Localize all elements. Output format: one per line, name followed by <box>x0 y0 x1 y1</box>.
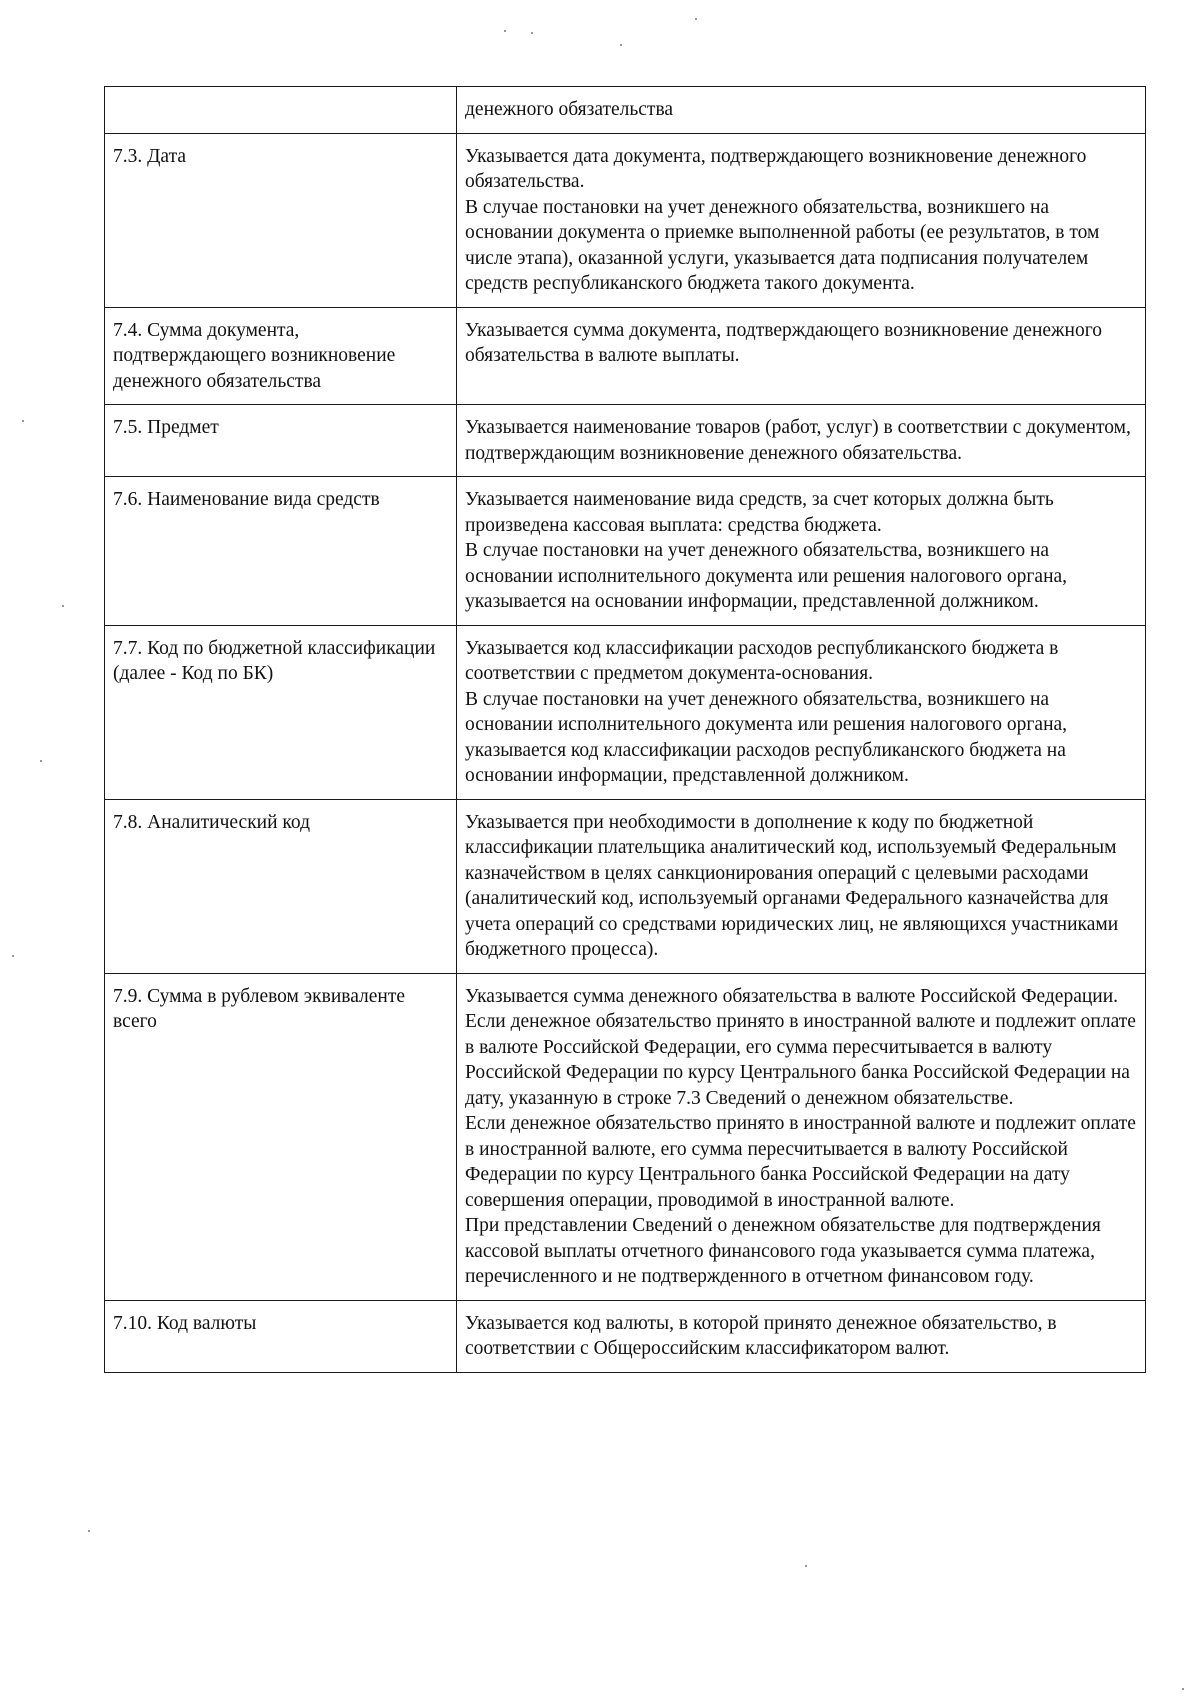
table-row <box>105 973 1146 1300</box>
row-label: 7.8. Аналитический код <box>105 799 457 973</box>
scan-speck <box>40 760 42 762</box>
description-paragraph: Указывается код валюты, в которой принято денежное обязательство, в соответствии с Общероссийским классификатором валют. <box>465 1312 1057 1359</box>
description-paragraph: Указывается при необходимости в дополнение к коду по бюджетной классификации плательщика аналитический код, используемый Федеральным казначейством в целях санкционирования операций с целевыми расходами (аналитический код, используемый органами Федерального казначейства для учета операций со средствами юридических лиц, не являющихся участниками бюджетного процесса). <box>465 811 1119 960</box>
row-label: 7.5. Предмет <box>105 405 457 477</box>
table-row <box>105 477 1146 626</box>
description-paragraph: При представлении Сведений о денежном обязательстве для подтверждения кассовой выплаты отчетного финансового года указывается сумма платежа, перечисленного и не подтвержденного в отчетном финансовом году. <box>465 1215 1101 1287</box>
scan-speck <box>805 1565 807 1567</box>
description-paragraph: В случае постановки на учет денежного обязательства, возникшего на основании документа о приемке выполненной работы (ее результатов, в том числе этапа), оказанной услуги, указывается дата подписания получателем средств республиканского бюджета такого документа. <box>465 196 1100 294</box>
row-description <box>457 405 1146 477</box>
table-row <box>105 799 1146 973</box>
scan-speck <box>12 955 14 957</box>
scan-speck <box>695 18 697 20</box>
row-label <box>105 87 457 134</box>
row-description <box>457 477 1146 626</box>
description-paragraph: Указывается сумма документа, подтверждающего возникновение денежного обязательства в валюте выплаты. <box>465 319 1102 366</box>
table-row <box>105 405 1146 477</box>
row-description <box>457 625 1146 799</box>
description-paragraph: Если денежное обязательство принято в иностранной валюте и подлежит оплате в валюте Российской Федерации, его сумма пересчитывается в валюту Российской Федерации по курсу Центрального банка Российской Федерации на дату, указанную в строке 7.3 Сведений о денежном обязательстве. <box>465 1011 1136 1109</box>
scan-speck <box>1182 1688 1184 1690</box>
row-description <box>457 1300 1146 1372</box>
row-label: 7.4. Сумма документа, подтверждающего возникновение денежного обязательства <box>105 307 457 405</box>
description-paragraph: В случае постановки на учет денежного обязательства, возникшего на основании исполнительного документа или решения налогового органа, указывается код классификации расходов республиканского бюджета на основании информации, представленной должником. <box>465 688 1068 786</box>
table-row <box>105 87 1146 134</box>
row-description <box>457 133 1146 307</box>
table-row <box>105 307 1146 405</box>
scan-speck <box>88 1530 90 1532</box>
description-paragraph: Указывается код классификации расходов республиканского бюджета в соответствии с предметом документа-основания. <box>465 637 1059 684</box>
description-paragraph: Указывается наименование вида средств, за счет которых должна быть произведена кассовая выплата: средства бюджета. <box>465 489 1054 536</box>
description-paragraph: В случае постановки на учет денежного обязательства, возникшего на основании исполнительного документа или решения налогового органа, указывается на основании информации, представленной должником. <box>465 540 1068 612</box>
description-paragraph: денежного обязательства <box>465 99 674 120</box>
description-paragraph: Если денежное обязательство принято в иностранной валюте и подлежит оплате в иностранной валюте, его сумма пересчитывается в валюту Российской Федерации по курсу Центрального банка Российской Федерации на дату совершения операции, проводимой в иностранной валюте. <box>465 1113 1136 1211</box>
row-description <box>457 87 1146 134</box>
row-label: 7.9. Сумма в рублевом эквиваленте всего <box>105 973 457 1300</box>
row-label: 7.10. Код валюты <box>105 1300 457 1372</box>
table-row <box>105 625 1146 799</box>
row-label: 7.7. Код по бюджетной классификации (далее - Код по БК) <box>105 625 457 799</box>
fields-table <box>104 86 1146 1373</box>
scan-speck <box>504 30 506 32</box>
table-row <box>105 1300 1146 1372</box>
row-label: 7.6. Наименование вида средств <box>105 477 457 626</box>
description-paragraph: Указывается дата документа, подтверждающего возникновение денежного обязательства. <box>465 145 1087 192</box>
description-paragraph: Указывается сумма денежного обязательства в валюте Российской Федерации. <box>465 985 1119 1007</box>
scan-speck <box>531 32 533 34</box>
row-description <box>457 973 1146 1300</box>
row-description <box>457 799 1146 973</box>
row-description <box>457 307 1146 405</box>
description-paragraph: Указывается наименование товаров (работ, услуг) в соответствии с документом, подтверждающим возникновение денежного обязательства. <box>465 417 1131 464</box>
table-row <box>105 133 1146 307</box>
scan-speck <box>620 44 622 46</box>
scan-speck <box>22 420 24 422</box>
row-label: 7.3. Дата <box>105 133 457 307</box>
scan-speck <box>62 605 64 607</box>
